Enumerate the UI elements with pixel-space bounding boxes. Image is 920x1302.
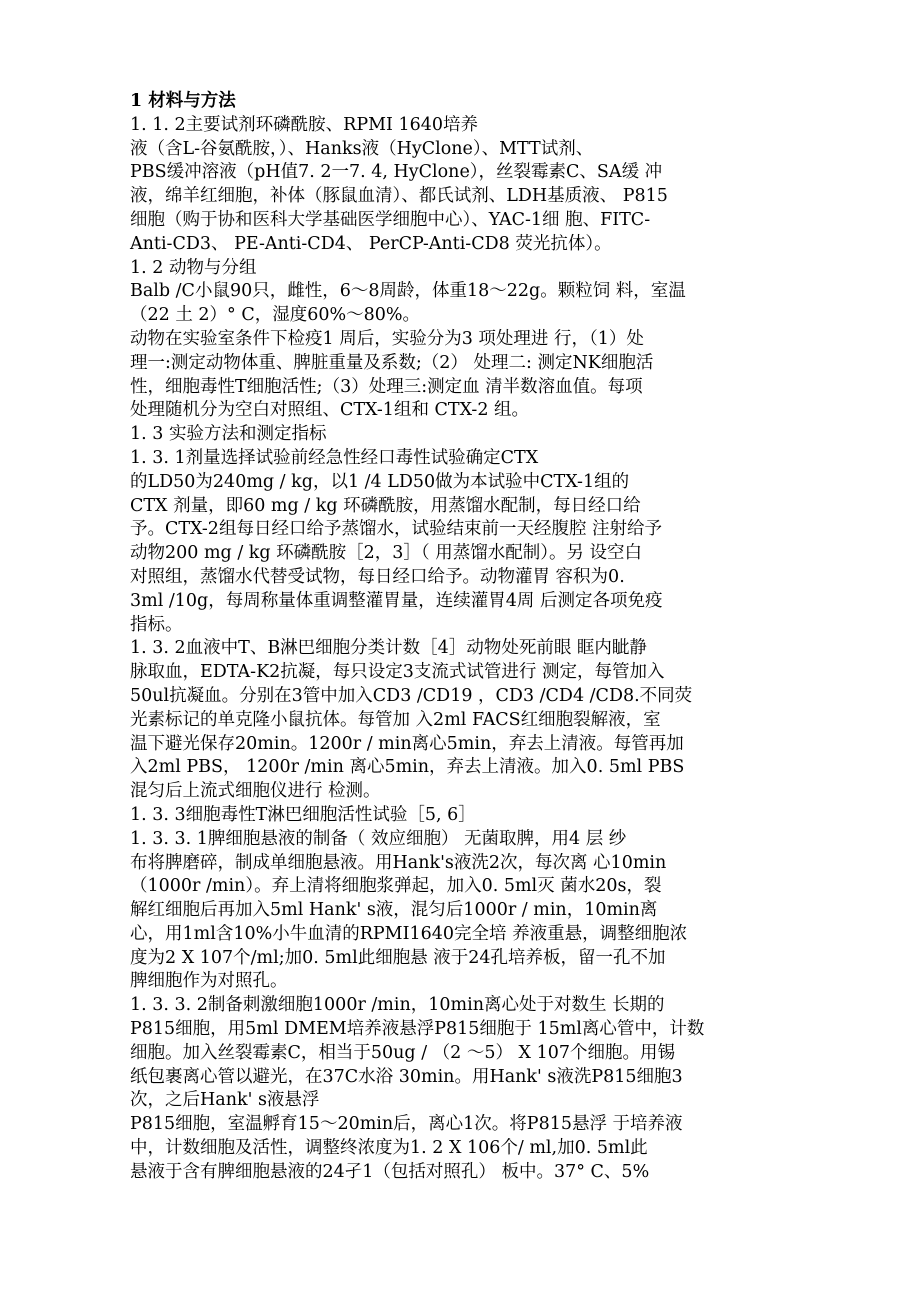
text-line: 1. 3. 3. 1脾细胞悬液的制备（ 效应细胞） 无菌取脾，用4 层 纱 — [130, 828, 627, 849]
text-line: P815细胞，室温孵育15〜20min后，离心1次。将P815悬浮 于培养液 — [130, 1114, 683, 1135]
subsection-heading: 1. 2 动物与分组 — [130, 257, 257, 278]
text-line: 1. 3. 3. 2制备刺激细胞1000r /min，10min离心处于对数生 长期的 — [130, 995, 665, 1016]
text-line: 1. 3. 1剂量选择试验前经急性经口毒性试验确定CTX — [130, 447, 539, 468]
text-line: 的LD50为240mg / kg，以1 /4 LD50做为本试验中CTX-1组的 — [130, 471, 630, 492]
text-line: （22 土 2）° C，湿度60%〜80%。 — [130, 305, 421, 326]
text-line: 动物200 mg / kg 环磷酰胺［2，3］（ 用蒸馏水配制）。另 设空白 — [130, 543, 643, 564]
text-line: 悬液于含有脾细胞悬液的24孑1（包括对照孔） 板中。37° C、5% — [130, 1161, 650, 1182]
section-heading-materials-methods: 1 材料与方法 — [130, 91, 236, 111]
text-line: 细胞。加入丝裂霉素C，相当于50ug / （2 〜5） X 107个细胞。用锡 — [130, 1042, 675, 1063]
text-line: 处理随机分为空白对照组、CTX-1组和 CTX-2 组。 — [130, 400, 530, 421]
text-line: 脾细胞作为对照孔。 — [130, 971, 288, 992]
document-page — [130, 90, 780, 1185]
text-line: 细胞（购于协和医科大学基础医学细胞中心）、YAC-1细 胞、FITC- — [130, 209, 651, 230]
text-line: 予。CTX-2组每日经口给予蒸馏水，试验结束前一天经腹腔 注射给予 — [130, 519, 663, 540]
text-line: CTX 剂量，即60 mg / kg 环磷酰胺，用蒸馏水配制，每日经口给 — [130, 495, 641, 516]
text-line: 50ul抗凝血。分别在3管中加入CD3 /CD19 ，CD3 /CD4 /CD8.不同荧 — [130, 685, 693, 706]
text-line: 光素标记的单克隆小鼠抗体。每管加 入2ml FACS红细胞裂解液，室 — [130, 709, 661, 730]
text-line: PBS缓冲溶液（pH值7. 2一7. 4, HyClone），丝裂霉素C、SA缓 冲 — [130, 162, 663, 183]
text-line: 指标。 — [130, 614, 183, 635]
text-line: 中，计数细胞及活性，调整终浓度为1. 2 X 106个/ ml,加0. 5ml此 — [130, 1138, 648, 1159]
text-line: 纸包裹离心管以避光，在37C水浴 30min。用Hank' s液洗P815细胞3 — [130, 1066, 683, 1087]
text-line: 理一:测定动物体重、脾脏重量及系数;（2） 处理二: 测定NK细胞活 — [130, 352, 654, 373]
text-line: Anti-CD3、 PE-Anti-CD4、 PerCP-Anti-CD8 荧光抗体）。 — [130, 233, 612, 254]
text-line: 解红细胞后再加入5ml Hank' s液，混匀后1000r / min，10min离 — [130, 900, 658, 921]
text-line: 度为2 X 107个/ml;加0. 5ml此细胞悬 液于24孔培养板，留一孔不加 — [130, 947, 666, 968]
text-line: P815细胞，用5ml DMEM培养液悬浮P815细胞于 15ml离心管中，计数 — [130, 1019, 705, 1040]
text-line: Balb /C小鼠90只，雌性，6〜8周龄，体重18〜22g。颗粒饲 料，室温 — [130, 281, 686, 302]
text-line: （1000r /min）。弃上清将细胞浆弹起，加入0. 5ml灭 菌水20s，裂 — [130, 876, 662, 897]
text-line: 性，细胞毒性T细胞活性;（3）处理三:测定血 清半数溶血值。每项 — [130, 376, 643, 397]
text-line: 3ml /10g，每周称量体重调整灌胃量，连续灌胃4周 后测定各项免疫 — [130, 590, 663, 611]
text-line: 脉取血，EDTA-K2抗凝，每只设定3支流式试管进行 测定，每管加入 — [130, 662, 665, 683]
subsection-heading: 1. 3 实验方法和测定指标 — [130, 424, 327, 445]
text-line: 1. 3. 3细胞毒性T淋巴细胞活性试验［5, 6］ — [130, 804, 476, 825]
text-line: 入2ml PBS， 1200r /min 离心5min，弃去上清液。加入0. 5ml PBS — [130, 757, 685, 778]
text-line: 对照组，蒸馏水代替受试物，每日经口给予。动物灌胃 容积为0. — [130, 566, 625, 587]
text-line: 动物在实验室条件下检疫1 周后，实验分为3 项处理进 行，（1）处 — [130, 328, 644, 349]
text-line: 温下避光保存20min。1200r / min离心5min，弃去上清液。每管再加 — [130, 733, 684, 754]
text-line: 液（含L-谷氨酰胺，）、Hanks液（HyClone）、MTT试剂、 — [130, 138, 594, 159]
text-line: 次，之后Hank' s液悬浮 — [130, 1090, 320, 1111]
text-line: 1. 1. 2主要试剂环磷酰胺、RPMI 1640培养 — [130, 114, 479, 135]
text-line: 液，绵羊红细胞，补体（豚鼠血清）、都氏试剂、LDH基质液、 P815 — [130, 186, 668, 207]
text-line: 心，用1ml含10%小牛血清的RPMI1640完全培 养液重悬，调整细胞浓 — [130, 923, 688, 944]
text-line: 1. 3. 2血液中T、B淋巴细胞分类计数［4］动物处死前眼 眶内眦静 — [130, 638, 647, 659]
text-line: 混匀后上流式细胞仪进行 检测。 — [130, 781, 381, 802]
text-line: 布将脾磨碎，制成单细胞悬液。用Hank's液洗2次，每次离 心10min — [130, 852, 667, 873]
